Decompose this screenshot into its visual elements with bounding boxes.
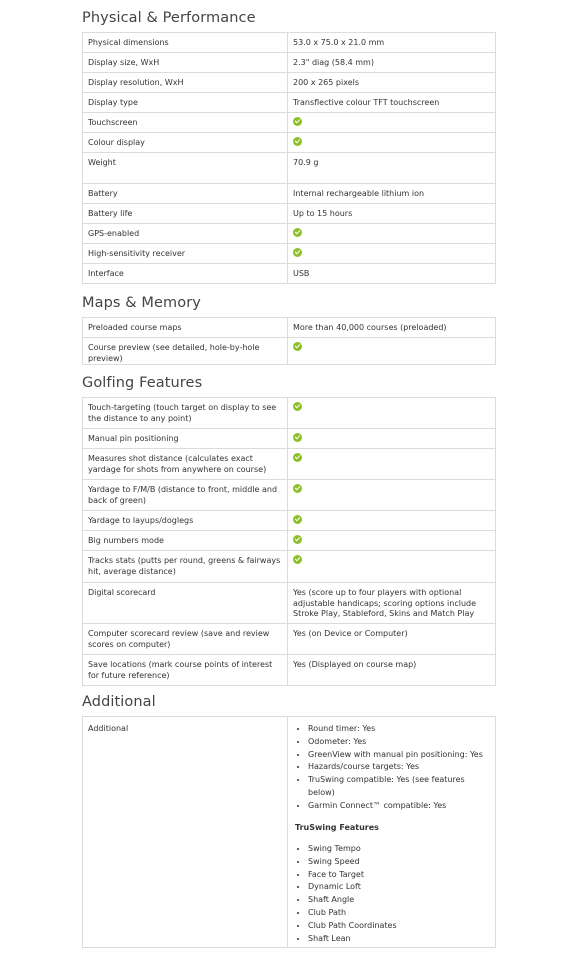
row-value-check: [288, 113, 496, 133]
table-row: [83, 717, 496, 948]
row-label: Touchscreen: [83, 113, 288, 133]
row-label: Course preview (see detailed, hole-by-hole preview): [83, 338, 288, 365]
check-icon: [293, 402, 302, 411]
row-value: Up to 15 hours: [288, 204, 496, 224]
truswing-features-list: [295, 843, 490, 945]
row-label: Big numbers mode: [83, 531, 288, 551]
row-label: Colour display: [83, 133, 288, 153]
row-value: Yes (score up to four players with optional adjustable handicaps; scoring options include Stroke Play, Stableford, Skins and Match Play: [288, 583, 496, 624]
table-row: [83, 113, 496, 133]
list-item: • Face to Target: [308, 869, 490, 882]
row-label: Display type: [83, 93, 288, 113]
row-value: Yes (Displayed on course map): [288, 655, 496, 686]
list-item: • Club Path Coordinates: [308, 920, 490, 933]
row-label: High-sensitivity receiver: [83, 244, 288, 264]
row-label: Yardage to layups/doglegs: [83, 511, 288, 531]
table-row: [83, 583, 496, 624]
truswing-features-heading: TruSwing Features: [295, 822, 379, 832]
list-item: • TruSwing compatible: Yes (see features below): [308, 774, 490, 800]
row-value-check: [288, 244, 496, 264]
row-value: Yes (on Device or Computer): [288, 624, 496, 655]
row-label: Manual pin positioning: [83, 429, 288, 449]
row-label: Computer scorecard review (save and review scores on computer): [83, 624, 288, 655]
row-label: Display size, WxH: [83, 53, 288, 73]
additional-table: [82, 716, 496, 948]
row-label: Interface: [83, 264, 288, 284]
table-row: [83, 398, 496, 429]
row-value-check: [288, 133, 496, 153]
table-row: [83, 318, 496, 338]
section-title-maps: Maps & Memory: [82, 295, 201, 311]
row-label: Tracks stats (putts per round, greens & fairways hit, average distance): [83, 551, 288, 583]
check-icon: [293, 515, 302, 524]
table-row: [83, 338, 496, 365]
section-title-additional: Additional: [82, 694, 156, 710]
row-label: Battery: [83, 184, 288, 204]
list-item: • GreenView with manual pin positioning: Yes: [308, 749, 490, 762]
list-item: • Garmin Connect™ compatible: Yes: [308, 800, 490, 813]
table-row: [83, 53, 496, 73]
row-label: Measures shot distance (calculates exact yardage for shots from anywhere on course): [83, 449, 288, 480]
table-row: [83, 531, 496, 551]
row-label: Weight: [83, 153, 288, 184]
table-row: [83, 204, 496, 224]
table-row: [83, 73, 496, 93]
table-row: [83, 184, 496, 204]
check-icon: [293, 555, 302, 564]
row-value-check: [288, 551, 496, 583]
table-row: [83, 655, 496, 686]
row-value-check: [288, 511, 496, 531]
row-value-check: [288, 531, 496, 551]
check-icon: [293, 248, 302, 257]
table-row: [83, 133, 496, 153]
row-value: USB: [288, 264, 496, 284]
additional-list: [295, 723, 490, 813]
row-value-check: [288, 429, 496, 449]
row-label: Touch-targeting (touch target on display to see the distance to any point): [83, 398, 288, 429]
section-title-physical: Physical & Performance: [82, 10, 256, 26]
table-row: [83, 33, 496, 53]
table-row: [83, 480, 496, 511]
table-row: [83, 153, 496, 184]
section-title-golfing: Golfing Features: [82, 375, 203, 391]
table-row: [83, 224, 496, 244]
row-value: 2.3" diag (58.4 mm): [288, 53, 496, 73]
row-value: More than 40,000 courses (preloaded): [288, 318, 496, 338]
list-item: • Club Path: [308, 907, 490, 920]
row-label: Yardage to F/M/B (distance to front, middle and back of green): [83, 480, 288, 511]
row-label: Digital scorecard: [83, 583, 288, 624]
row-value-check: [288, 449, 496, 480]
row-label: Additional: [83, 717, 288, 948]
list-item: • Shaft Angle: [308, 894, 490, 907]
additional-values: [288, 717, 496, 948]
check-icon: [293, 535, 302, 544]
table-row: [83, 264, 496, 284]
golfing-table: [82, 397, 496, 686]
row-label: Save locations (mark course points of interest for future reference): [83, 655, 288, 686]
row-value-check: [288, 338, 496, 365]
list-item: • Hazards/course targets: Yes: [308, 761, 490, 774]
physical-table: [82, 32, 496, 284]
row-label: Physical dimensions: [83, 33, 288, 53]
row-label: Battery life: [83, 204, 288, 224]
check-icon: [293, 453, 302, 462]
table-row: [83, 244, 496, 264]
check-icon: [293, 117, 302, 126]
row-label: Preloaded course maps: [83, 318, 288, 338]
check-icon: [293, 342, 302, 351]
maps-table: [82, 317, 496, 365]
row-value: 53.0 x 75.0 x 21.0 mm: [288, 33, 496, 53]
list-item: • Round timer: Yes: [308, 723, 490, 736]
check-icon: [293, 433, 302, 442]
table-row: [83, 449, 496, 480]
row-value: 70.9 g: [288, 153, 496, 184]
list-item: • Shaft Lean: [308, 933, 490, 946]
list-item: • Swing Speed: [308, 856, 490, 869]
list-item: • Odometer: Yes: [308, 736, 490, 749]
row-value: Transflective colour TFT touchscreen: [288, 93, 496, 113]
row-value: Internal rechargeable lithium ion: [288, 184, 496, 204]
row-label: GPS-enabled: [83, 224, 288, 244]
check-icon: [293, 137, 302, 146]
row-value: 200 x 265 pixels: [288, 73, 496, 93]
row-label: Display resolution, WxH: [83, 73, 288, 93]
check-icon: [293, 484, 302, 493]
table-row: [83, 624, 496, 655]
row-value-check: [288, 480, 496, 511]
row-value-check: [288, 398, 496, 429]
table-row: [83, 511, 496, 531]
list-item: • Swing Tempo: [308, 843, 490, 856]
row-value-check: [288, 224, 496, 244]
table-row: [83, 429, 496, 449]
check-icon: [293, 228, 302, 237]
table-row: [83, 551, 496, 583]
table-row: [83, 93, 496, 113]
list-item: • Dynamic Loft: [308, 881, 490, 894]
